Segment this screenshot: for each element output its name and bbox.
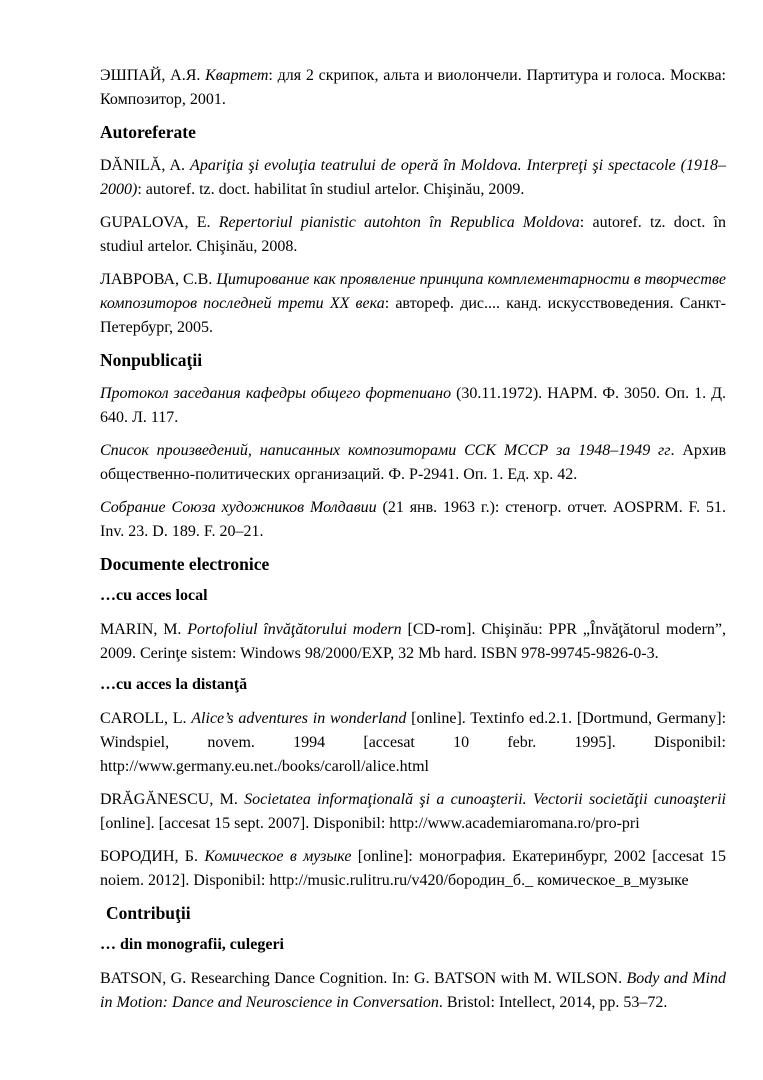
reference-text: : autoref. tz. doct. în studiul artelor. Chişinău, 2008.: [100, 214, 726, 255]
reference-title: Body and Mind in Motion: Dance and Neuroscience in Conversation: [100, 970, 727, 1011]
reference-text: [online]. [accesat 15 sept. 2007]. Disponibil: http://www.academiaromana.ro/pro-pri: [100, 815, 640, 832]
reference-text: (30.11.1972). НАРМ. Ф. 3050. Оп. 1. Д. 640. Л. 117.: [100, 385, 726, 426]
reference-title: Societatea informaţională şi a cunoaşterii. Vectorii societăţii cunoaşterii: [244, 791, 726, 808]
reference-title: Протокол заседания кафедры общего фортепиано: [100, 385, 452, 402]
reference-title: Список произведений, написанных композиторами ССК МССР за 1948–1949 гг: [100, 442, 671, 459]
reference-text: [CD-rom]. Chişinău: PPR „Învăţătorul modern”, 2009. Cerinţe sistem: Windows 98/2000/EXP, 32 Mb hard. ISBN 978-99745-9826-0-3.: [100, 621, 727, 662]
section-heading: Nonpublicaţii: [100, 350, 203, 370]
reference-title: Portofoliul învăţătorului modern: [187, 621, 402, 638]
reference-title: Комическое в музыке: [204, 848, 352, 865]
reference-title: Apariţia şi evoluţia teatrului de operă în Moldova. Interpreţi şi spectacole (1918–2000): [100, 157, 726, 198]
reference-title: Alice’s adventures in wonderland: [191, 710, 407, 727]
section-heading: Contribuţii: [106, 903, 191, 923]
reference-text: ЛАВРОВА, С.В.: [100, 271, 217, 288]
subsection-heading: … din monografii, culegeri: [100, 936, 284, 953]
reference-entry: [100, 788, 726, 836]
reference-text: (21 янв. 1963 г.): стеногр. отчет. AOSPRM. F. 51. Inv. 23. D. 189. F. 20–21.: [100, 499, 727, 540]
reference-title: Цитирование как проявление принципа комплементарности в творчестве композиторов последней трети XX века: [100, 271, 726, 312]
reference-text: : autoref. tz. doct. habilitat în studiul artelor. Chişinău, 2009.: [137, 181, 525, 198]
reference-text: . Архив общественно-политических организаций. Ф. Р-2941. Оп. 1. Ед. хр. 42.: [100, 442, 726, 483]
reference-text: : для 2 скрипок, альта и виолончели. Партитура и голоса. Москва: Композитор, 2001.: [100, 67, 726, 108]
reference-entry: [100, 967, 726, 1015]
reference-entry: [100, 496, 726, 544]
reference-entry: [100, 211, 726, 259]
reference-text: [online]. Textinfo ed.2.1. [Dortmund, Germany]: Windspiel, novem. 1994 [accesat 10 febr. 1995]. Disponibil: http://www.germany.eu.net./books/caroll/alice.html: [100, 710, 727, 775]
reference-entry: [100, 64, 726, 112]
reference-text: DRĂGĂNESCU, M.: [100, 791, 245, 808]
section-heading: Documente electronice: [100, 554, 270, 574]
reference-text: CAROLL, L.: [100, 710, 192, 727]
reference-text: [online]: монография. Екатеринбург, 2002 [accesat 15 noiem. 2012]. Disponibil: http://music.rulitru.ru/v420/бородин_б._ комическое_в_музыке: [100, 848, 727, 889]
reference-text: БОРОДИН, Б.: [100, 848, 205, 865]
reference-text: : автореф. дис.... канд. искусствоведения. Санкт-Петербург, 2005.: [100, 295, 727, 336]
reference-text: . Bristol: Intellect, 2014, pp. 53–72.: [438, 994, 668, 1011]
section-heading: Autoreferate: [100, 122, 196, 142]
reference-text: MARIN, M.: [100, 621, 188, 638]
subsection-heading: …cu acces la distanţă: [100, 676, 248, 693]
reference-title: Собрание Союза художников Молдавии: [100, 499, 377, 516]
reference-text: ЭШПАЙ, А.Я.: [100, 67, 206, 84]
reference-entry: [100, 439, 726, 487]
subsection-heading: …cu acces local: [100, 587, 208, 604]
reference-text: BATSON, G. Researching Dance Cognition. In: G. BATSON with M. WILSON.: [100, 970, 627, 987]
reference-title: Repertoriul pianistic autohton în Republica Moldova: [218, 214, 580, 231]
reference-entry: [100, 707, 726, 779]
reference-entry: [100, 268, 726, 340]
reference-entry: [100, 382, 726, 430]
reference-title: Квартет: [205, 67, 269, 84]
references-list: [100, 64, 726, 1015]
reference-text: GUPALOVA, E.: [100, 214, 219, 231]
reference-entry: [100, 618, 726, 666]
reference-entry: [100, 154, 726, 202]
reference-entry: [100, 845, 726, 893]
reference-text: DĂNILĂ, A.: [100, 157, 191, 174]
